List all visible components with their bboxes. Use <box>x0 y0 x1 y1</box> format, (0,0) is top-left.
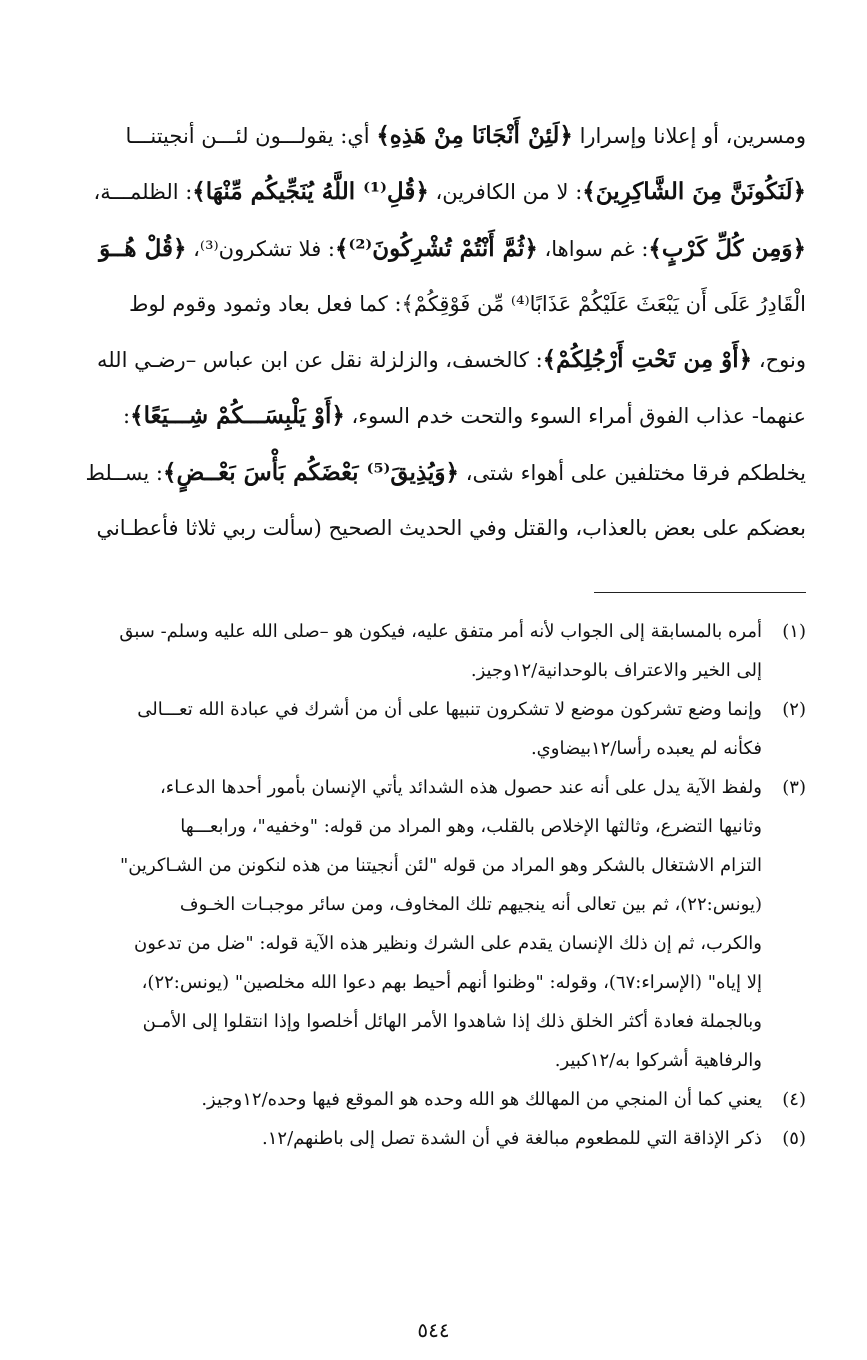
footnote-line: يعني كما أن المنجي من المهالك هو الله وحده هو الموقع فيها وحده/١٢وجيز. <box>201 1089 762 1110</box>
footnote <box>62 1119 806 1158</box>
footnote-line: والكرب، ثم إن ذلك الإنسان يقدم على الشرك ونظير هذه الآية قوله: "ضل من تدعون <box>133 933 762 954</box>
footnote-number: (١) <box>782 621 806 642</box>
footnote-line: (يونس:٢٢)، ثم بين تعالى أنه ينجيهم تلك المخاوف، ومن سائر موجبـات الخـوف <box>179 894 762 915</box>
quran-verse: ﴿أَوْ يَلْبِسَـــكُمْ شِـــيَعًا﴾ <box>130 402 345 430</box>
commentary-text: : كالخسف، والزلزلة نقل عن ابن عباس –رضـي الله <box>96 348 543 373</box>
commentary-text: الْقَادِرُ عَلَى أَن يَبْعَثَ عَلَيْكُمْ عَذَابًا⁽⁴⁾ مِّن فَوْقِكُمْ﴾ <box>401 291 806 316</box>
main-line <box>62 332 806 388</box>
footnote-number: (٥) <box>782 1128 806 1149</box>
footnote <box>62 612 806 690</box>
commentary-text: أي: يقولـــون لئـــن أنجيتنـــا <box>125 124 377 148</box>
main-line <box>62 221 806 277</box>
commentary-text: يخلطكم فرقا مختلفين على أهواء شتى، <box>459 460 806 485</box>
footnote <box>62 690 806 768</box>
footnote <box>62 768 806 1080</box>
main-line <box>62 501 806 556</box>
main-line <box>62 445 806 501</box>
main-line <box>62 108 806 164</box>
commentary-text: : يســلط <box>85 460 163 485</box>
quran-verse: ﴿وَمِن كُلِّ كَرْبٍ﴾ <box>648 234 806 262</box>
commentary-text: ونوح، <box>752 348 806 373</box>
quran-verse: ﴿ثُمَّ أَنْتُمْ تُشْرِكُونَ⁽²⁾﴾ <box>335 234 538 262</box>
main-line <box>62 277 806 332</box>
quran-verse: ﴿وَيُذِيقَ⁽⁵⁾ بَعْضَكُم بَأْسَ بَعْــضٍ﴾ <box>163 458 460 486</box>
commentary-text: : فلا تشكرون⁽³⁾، <box>186 236 335 261</box>
footnote-line: وإنما وضع تشركون موضع لا تشكرون تنبيها على أن من أشرك في عبادة الله تعـــالى <box>137 699 762 720</box>
footnote-number: (٢) <box>782 699 806 720</box>
footnote-divider <box>594 592 806 593</box>
commentary-text: : الظلمـــة، <box>93 180 193 205</box>
commentary-text: : كما فعل بعاد وثمود وقوم لوط <box>129 291 402 316</box>
commentary-text: : لا من الكافرين، <box>428 180 583 205</box>
footnote-line: والرفاهية أشركوا به/١٢كبير. <box>554 1050 762 1071</box>
quran-verse: ﴿قُلْ هُــوَ <box>99 234 187 262</box>
commentary-text: : <box>123 404 131 429</box>
commentary-text: ومسرين، أو إعلانا وإسرارا <box>572 124 806 148</box>
footnote-line: التزام الاشتغال بالشكر وهو المراد من قوله "لئن أنجيتنا من هذه لنكونن من الشـاكرين" <box>119 855 762 876</box>
footnote <box>62 1080 806 1119</box>
footnotes <box>62 612 806 1158</box>
main-line <box>62 164 806 220</box>
page-number: ٥٤٤ <box>417 1318 450 1342</box>
commentary-text: : غم سواها، <box>537 236 649 261</box>
footnote-text <box>62 1119 762 1158</box>
footnote-text <box>62 612 762 690</box>
commentary-text: عنهما- عذاب الفوق أمراء السوء والتحت خدم السوء، <box>344 404 806 429</box>
footnote-number: (٤) <box>782 1089 806 1110</box>
quran-verse: ﴿قُلِ⁽¹⁾ اللَّهُ يُنَجِّيكُم مِّنْهَا﴾ <box>192 178 429 206</box>
quran-verse: ﴿لَنَكُونَنَّ مِنَ الشَّاكِرِينَ﴾ <box>582 178 806 206</box>
footnote-text <box>62 690 762 768</box>
commentary-text: بعضكم على بعض بالعذاب، والقتل وفي الحديث الصحيح (سألت ربي ثلاثا فأعطـاني <box>96 516 806 541</box>
footnote-line: وبالجملة فعادة أكثر الخلق ذلك إذا شاهدوا الأمر الهائل أخلصوا وإذا انتقلوا إلى الأمـن <box>142 1011 762 1032</box>
footnote-text <box>62 768 762 1080</box>
footnote-line: ذكر الإذاقة التي للمطعوم مبالغة في أن الشدة تصل إلى باطنهم/١٢. <box>262 1128 762 1149</box>
footnote-line: فكأنه لم يعبده رأسا/١٢بيضاوي. <box>530 738 762 759</box>
quran-verse: ﴿لَئِنْ أَنْجَانَا مِنْ هَذِهِ﴾ <box>376 122 573 149</box>
footnote-line: وثانيها التضرع، وثالثها الإخلاص بالقلب، وهو المراد من قوله: "وخفيه"، ورابعـــها <box>180 816 762 837</box>
footnote-line: إلى الخير والاعتراف بالوحدانية/١٢وجيز. <box>470 660 762 681</box>
quran-verse: ﴿أَوْ مِن تَحْتِ أَرْجُلِكُمْ﴾ <box>542 346 753 374</box>
footnote-line: ولفظ الآية يدل على أنه عند حصول هذه الشدائد يأتي الإنسان بأمور أحدها الدعـاء، <box>159 777 762 798</box>
footnote-text <box>62 1080 762 1119</box>
footnote-line: أمره بالمسابقة إلى الجواب لأنه أمر متفق عليه، فيكون هو –صلى الله عليه وسلم- سبق <box>119 621 762 642</box>
main-line <box>62 388 806 444</box>
footnote-number: (٣) <box>782 777 806 798</box>
main-text <box>62 108 806 556</box>
footnote-line: إلا إياه" (الإسراء:٦٧)، وقوله: "وظنوا أنهم أحيط بهم دعوا الله مخلصين" (يونس:٢٢)، <box>141 972 762 993</box>
